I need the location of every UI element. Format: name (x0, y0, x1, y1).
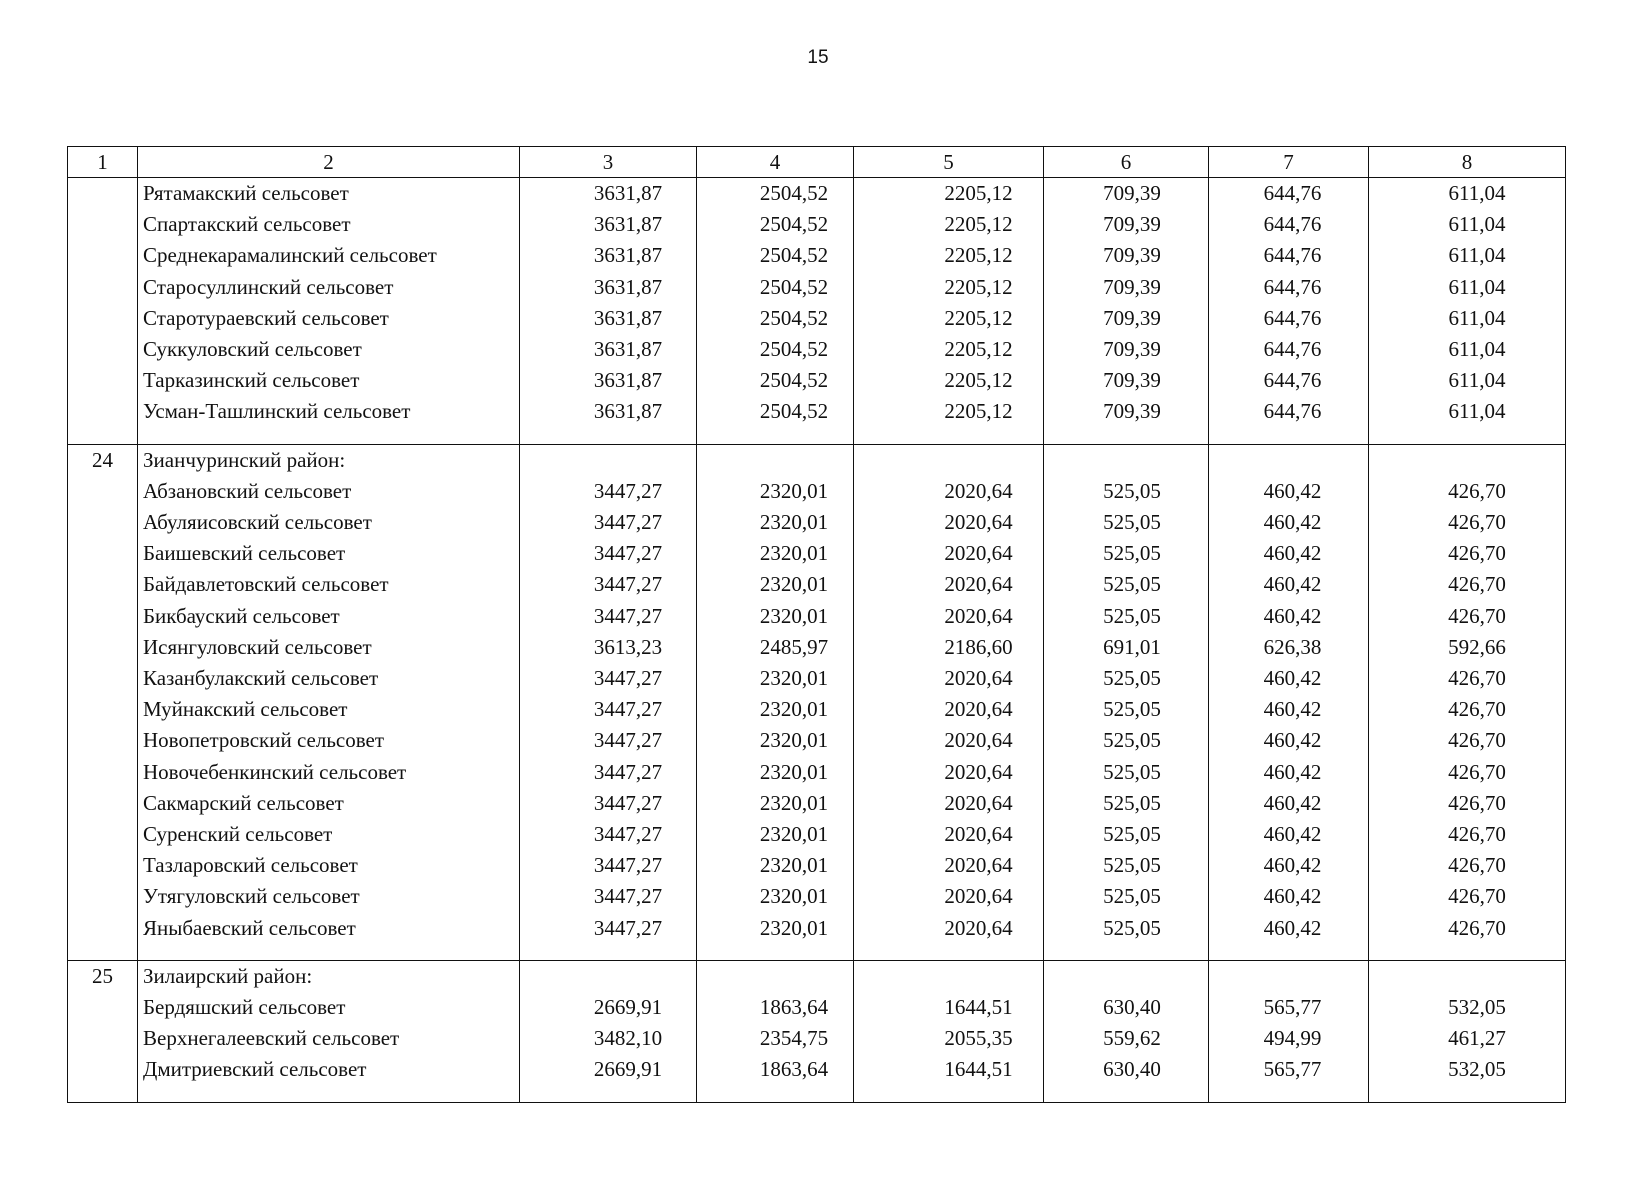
settlement-name: Казанбулакский сельсовет (138, 663, 520, 694)
value-cell-3: 3631,87 (520, 396, 697, 427)
section-number (68, 178, 138, 445)
value-cell-7: 460,42 (1209, 694, 1369, 725)
value-cell-5: 2205,12 (854, 396, 1044, 427)
table-row (68, 396, 1566, 427)
value-cell-7: 460,42 (1209, 881, 1369, 912)
value-cell-8: 426,70 (1369, 788, 1566, 819)
value-cell-6: 525,05 (1044, 881, 1209, 912)
value-cell-6: 525,05 (1044, 601, 1209, 632)
empty-cell (854, 944, 1044, 961)
value-cell-4: 2485,97 (697, 632, 854, 663)
value-cell-7: 460,42 (1209, 601, 1369, 632)
table-row (68, 757, 1566, 788)
value-cell-7: 565,77 (1209, 1054, 1369, 1085)
value-cell-5: 2020,64 (854, 601, 1044, 632)
value-cell-8: 611,04 (1369, 240, 1566, 271)
table-section (68, 178, 1566, 445)
empty-cell (1044, 428, 1209, 445)
spacer-row (68, 1086, 1566, 1103)
column-header-5: 5 (854, 147, 1044, 178)
value-cell-6: 630,40 (1044, 1054, 1209, 1085)
value-cell-5: 2020,64 (854, 476, 1044, 507)
value-cell-7: 460,42 (1209, 507, 1369, 538)
value-cell-4: 2320,01 (697, 538, 854, 569)
value-cell-4: 2504,52 (697, 365, 854, 396)
empty-cell (854, 428, 1044, 445)
value-cell-8: 426,70 (1369, 569, 1566, 600)
value-cell-5: 2020,64 (854, 881, 1044, 912)
value-cell-3: 3631,87 (520, 209, 697, 240)
table-row (68, 913, 1566, 944)
value-cell-8: 426,70 (1369, 819, 1566, 850)
value-cell-8: 592,66 (1369, 632, 1566, 663)
value-cell-8: 426,70 (1369, 881, 1566, 912)
table-section (68, 960, 1566, 1102)
table-row (68, 538, 1566, 569)
value-cell-8: 426,70 (1369, 663, 1566, 694)
value-cell-7: 644,76 (1209, 272, 1369, 303)
value-cell-5: 2020,64 (854, 725, 1044, 756)
value-cell-7: 460,42 (1209, 476, 1369, 507)
column-header-2: 2 (138, 147, 520, 178)
settlement-name: Исянгуловский сельсовет (138, 632, 520, 663)
value-cell-8: 426,70 (1369, 538, 1566, 569)
value-cell-6: 525,05 (1044, 850, 1209, 881)
value-cell-5: 2020,64 (854, 819, 1044, 850)
value-cell-8: 611,04 (1369, 365, 1566, 396)
settlement-name: Утягуловский сельсовет (138, 881, 520, 912)
value-cell-6: 525,05 (1044, 913, 1209, 944)
empty-cell (854, 444, 1044, 476)
table-row (68, 819, 1566, 850)
spacer-row (68, 428, 1566, 445)
value-cell-4: 2320,01 (697, 601, 854, 632)
value-cell-8: 426,70 (1369, 476, 1566, 507)
value-cell-3: 3447,27 (520, 476, 697, 507)
value-cell-4: 2504,52 (697, 209, 854, 240)
table-row (68, 365, 1566, 396)
value-cell-3: 3631,87 (520, 334, 697, 365)
value-cell-3: 3447,27 (520, 788, 697, 819)
settlement-name: Абзановский сельсовет (138, 476, 520, 507)
value-cell-6: 691,01 (1044, 632, 1209, 663)
value-cell-4: 2320,01 (697, 507, 854, 538)
value-cell-7: 644,76 (1209, 209, 1369, 240)
value-cell-6: 709,39 (1044, 272, 1209, 303)
value-cell-7: 565,77 (1209, 992, 1369, 1023)
value-cell-7: 626,38 (1209, 632, 1369, 663)
settlement-name: Баишевский сельсовет (138, 538, 520, 569)
table-row (68, 788, 1566, 819)
value-cell-6: 709,39 (1044, 209, 1209, 240)
settlement-name: Тарказинский сельсовет (138, 365, 520, 396)
value-cell-5: 2020,64 (854, 663, 1044, 694)
value-cell-7: 644,76 (1209, 365, 1369, 396)
settlement-name: Бердяшский сельсовет (138, 992, 520, 1023)
value-cell-3: 3447,27 (520, 507, 697, 538)
table-row (68, 507, 1566, 538)
value-cell-7: 460,42 (1209, 538, 1369, 569)
empty-cell (1369, 444, 1566, 476)
empty-cell (697, 428, 854, 445)
value-cell-4: 2320,01 (697, 819, 854, 850)
value-cell-8: 426,70 (1369, 725, 1566, 756)
value-cell-4: 2504,52 (697, 272, 854, 303)
value-cell-3: 2669,91 (520, 1054, 697, 1085)
value-cell-3: 3631,87 (520, 240, 697, 271)
value-cell-3: 3482,10 (520, 1023, 697, 1054)
value-cell-6: 630,40 (1044, 992, 1209, 1023)
value-cell-5: 2020,64 (854, 913, 1044, 944)
data-table (67, 146, 1566, 1103)
value-cell-3: 3631,87 (520, 178, 697, 210)
value-cell-6: 709,39 (1044, 303, 1209, 334)
value-cell-7: 460,42 (1209, 819, 1369, 850)
column-header-6: 6 (1044, 147, 1209, 178)
settlement-name: Верхнегалеевский сельсовет (138, 1023, 520, 1054)
section-number: 24 (68, 444, 138, 960)
column-header-8: 8 (1369, 147, 1566, 178)
value-cell-7: 494,99 (1209, 1023, 1369, 1054)
value-cell-6: 559,62 (1044, 1023, 1209, 1054)
settlement-name: Яныбаевский сельсовет (138, 913, 520, 944)
value-cell-6: 525,05 (1044, 538, 1209, 569)
empty-cell (1209, 944, 1369, 961)
settlement-name: Тазларовский сельсовет (138, 850, 520, 881)
value-cell-6: 709,39 (1044, 240, 1209, 271)
value-cell-7: 460,42 (1209, 850, 1369, 881)
table-row (68, 334, 1566, 365)
table-row (68, 1054, 1566, 1085)
empty-cell (1209, 1086, 1369, 1103)
value-cell-4: 2320,01 (697, 476, 854, 507)
value-cell-5: 2205,12 (854, 365, 1044, 396)
table-row (68, 601, 1566, 632)
value-cell-4: 2320,01 (697, 788, 854, 819)
value-cell-3: 3447,27 (520, 881, 697, 912)
table-row (68, 303, 1566, 334)
value-cell-3: 3613,23 (520, 632, 697, 663)
empty-cell (1044, 444, 1209, 476)
value-cell-8: 426,70 (1369, 694, 1566, 725)
value-cell-5: 2020,64 (854, 850, 1044, 881)
section-title: Зилаирский район: (138, 960, 520, 992)
value-cell-4: 2504,52 (697, 334, 854, 365)
settlement-name: Бикбауский сельсовет (138, 601, 520, 632)
settlement-name: Рятамакский сельсовет (138, 178, 520, 210)
empty-cell (520, 444, 697, 476)
settlement-name: Сакмарский сельсовет (138, 788, 520, 819)
empty-cell (1044, 960, 1209, 992)
value-cell-3: 3447,27 (520, 694, 697, 725)
value-cell-5: 1644,51 (854, 992, 1044, 1023)
value-cell-5: 2186,60 (854, 632, 1044, 663)
empty-cell (520, 944, 697, 961)
column-header-7: 7 (1209, 147, 1369, 178)
value-cell-8: 611,04 (1369, 334, 1566, 365)
value-cell-7: 644,76 (1209, 303, 1369, 334)
empty-cell (1044, 1086, 1209, 1103)
table-row (68, 725, 1566, 756)
header-row (68, 147, 1566, 178)
empty-cell (1044, 944, 1209, 961)
value-cell-4: 2320,01 (697, 725, 854, 756)
value-cell-8: 532,05 (1369, 992, 1566, 1023)
value-cell-5: 2020,64 (854, 569, 1044, 600)
value-cell-6: 525,05 (1044, 788, 1209, 819)
empty-cell (520, 428, 697, 445)
value-cell-7: 644,76 (1209, 334, 1369, 365)
value-cell-4: 2320,01 (697, 757, 854, 788)
value-cell-4: 1863,64 (697, 1054, 854, 1085)
settlement-name: Муйнакский сельсовет (138, 694, 520, 725)
empty-cell (520, 1086, 697, 1103)
settlement-name: Старотураевский сельсовет (138, 303, 520, 334)
value-cell-5: 2205,12 (854, 209, 1044, 240)
value-cell-3: 3447,27 (520, 601, 697, 632)
empty-cell (1369, 960, 1566, 992)
value-cell-6: 525,05 (1044, 663, 1209, 694)
value-cell-4: 2320,01 (697, 694, 854, 725)
settlement-name: Дмитриевский сельсовет (138, 1054, 520, 1085)
table-row (68, 694, 1566, 725)
value-cell-8: 611,04 (1369, 209, 1566, 240)
value-cell-5: 1644,51 (854, 1054, 1044, 1085)
empty-cell (138, 1086, 520, 1103)
value-cell-6: 525,05 (1044, 476, 1209, 507)
settlement-name: Старосуллинский сельсовет (138, 272, 520, 303)
settlement-name: Байдавлетовский сельсовет (138, 569, 520, 600)
value-cell-6: 525,05 (1044, 507, 1209, 538)
value-cell-6: 525,05 (1044, 757, 1209, 788)
value-cell-4: 2320,01 (697, 663, 854, 694)
value-cell-8: 532,05 (1369, 1054, 1566, 1085)
value-cell-5: 2020,64 (854, 507, 1044, 538)
table-row (68, 1023, 1566, 1054)
value-cell-3: 3447,27 (520, 913, 697, 944)
value-cell-5: 2205,12 (854, 334, 1044, 365)
empty-cell (138, 428, 520, 445)
settlement-name: Новочебенкинский сельсовет (138, 757, 520, 788)
value-cell-4: 2354,75 (697, 1023, 854, 1054)
value-cell-5: 2205,12 (854, 178, 1044, 210)
empty-cell (520, 960, 697, 992)
value-cell-5: 2205,12 (854, 240, 1044, 271)
value-cell-4: 2504,52 (697, 178, 854, 210)
value-cell-3: 3631,87 (520, 272, 697, 303)
empty-cell (854, 960, 1044, 992)
empty-cell (697, 444, 854, 476)
section-number: 25 (68, 960, 138, 1102)
table-row (68, 272, 1566, 303)
value-cell-8: 426,70 (1369, 757, 1566, 788)
value-cell-5: 2205,12 (854, 303, 1044, 334)
table-row (68, 881, 1566, 912)
value-cell-6: 709,39 (1044, 396, 1209, 427)
value-cell-5: 2020,64 (854, 694, 1044, 725)
value-cell-3: 3631,87 (520, 365, 697, 396)
value-cell-6: 525,05 (1044, 569, 1209, 600)
value-cell-8: 426,70 (1369, 850, 1566, 881)
value-cell-4: 2320,01 (697, 569, 854, 600)
settlement-name: Суренский сельсовет (138, 819, 520, 850)
page-number: 15 (807, 47, 829, 68)
table-row (68, 240, 1566, 271)
value-cell-8: 611,04 (1369, 396, 1566, 427)
value-cell-3: 3447,27 (520, 757, 697, 788)
column-header-3: 3 (520, 147, 697, 178)
value-cell-4: 2320,01 (697, 850, 854, 881)
value-cell-3: 2669,91 (520, 992, 697, 1023)
settlement-name: Среднекарамалинский сельсовет (138, 240, 520, 271)
value-cell-7: 460,42 (1209, 725, 1369, 756)
empty-cell (1369, 428, 1566, 445)
value-cell-5: 2020,64 (854, 788, 1044, 819)
value-cell-8: 426,70 (1369, 601, 1566, 632)
value-cell-6: 525,05 (1044, 725, 1209, 756)
section-title-row (68, 444, 1566, 476)
empty-cell (1209, 428, 1369, 445)
value-cell-4: 2504,52 (697, 303, 854, 334)
value-cell-5: 2055,35 (854, 1023, 1044, 1054)
empty-cell (697, 1086, 854, 1103)
value-cell-3: 3447,27 (520, 725, 697, 756)
value-cell-8: 611,04 (1369, 178, 1566, 210)
table-row (68, 632, 1566, 663)
value-cell-6: 709,39 (1044, 178, 1209, 210)
settlement-name: Новопетровский сельсовет (138, 725, 520, 756)
value-cell-6: 709,39 (1044, 334, 1209, 365)
empty-cell (138, 944, 520, 961)
empty-cell (697, 944, 854, 961)
spacer-row (68, 944, 1566, 961)
empty-cell (1209, 960, 1369, 992)
value-cell-5: 2020,64 (854, 757, 1044, 788)
empty-cell (1369, 1086, 1566, 1103)
value-cell-7: 460,42 (1209, 757, 1369, 788)
value-cell-7: 460,42 (1209, 913, 1369, 944)
value-cell-4: 2320,01 (697, 881, 854, 912)
table-section (68, 444, 1566, 960)
value-cell-7: 460,42 (1209, 663, 1369, 694)
table-row (68, 209, 1566, 240)
settlement-name: Спартакский сельсовет (138, 209, 520, 240)
settlement-name: Усман-Ташлинский сельсовет (138, 396, 520, 427)
empty-cell (1369, 944, 1566, 961)
value-cell-8: 426,70 (1369, 913, 1566, 944)
table-row (68, 663, 1566, 694)
value-cell-6: 525,05 (1044, 694, 1209, 725)
empty-cell (697, 960, 854, 992)
value-cell-7: 460,42 (1209, 788, 1369, 819)
empty-cell (1209, 444, 1369, 476)
settlement-name: Суккуловский сельсовет (138, 334, 520, 365)
value-cell-8: 426,70 (1369, 507, 1566, 538)
value-cell-8: 461,27 (1369, 1023, 1566, 1054)
value-cell-4: 1863,64 (697, 992, 854, 1023)
value-cell-5: 2020,64 (854, 538, 1044, 569)
value-cell-7: 644,76 (1209, 396, 1369, 427)
value-cell-7: 460,42 (1209, 569, 1369, 600)
section-title: Зианчуринский район: (138, 444, 520, 476)
table-row (68, 476, 1566, 507)
section-title-row (68, 960, 1566, 992)
value-cell-3: 3447,27 (520, 569, 697, 600)
table-row (68, 992, 1566, 1023)
value-cell-4: 2320,01 (697, 913, 854, 944)
settlement-name: Абуляисовский сельсовет (138, 507, 520, 538)
value-cell-3: 3447,27 (520, 850, 697, 881)
value-cell-7: 644,76 (1209, 178, 1369, 210)
column-header-1: 1 (68, 147, 138, 178)
value-cell-7: 644,76 (1209, 240, 1369, 271)
value-cell-3: 3447,27 (520, 819, 697, 850)
value-cell-6: 709,39 (1044, 365, 1209, 396)
empty-cell (854, 1086, 1044, 1103)
value-cell-5: 2205,12 (854, 272, 1044, 303)
table-row (68, 850, 1566, 881)
value-cell-3: 3447,27 (520, 663, 697, 694)
value-cell-4: 2504,52 (697, 396, 854, 427)
value-cell-6: 525,05 (1044, 819, 1209, 850)
value-cell-8: 611,04 (1369, 272, 1566, 303)
value-cell-3: 3631,87 (520, 303, 697, 334)
table-row (68, 569, 1566, 600)
value-cell-8: 611,04 (1369, 303, 1566, 334)
table-row (68, 178, 1566, 210)
table-header (68, 147, 1566, 178)
column-header-4: 4 (697, 147, 854, 178)
value-cell-4: 2504,52 (697, 240, 854, 271)
value-cell-3: 3447,27 (520, 538, 697, 569)
